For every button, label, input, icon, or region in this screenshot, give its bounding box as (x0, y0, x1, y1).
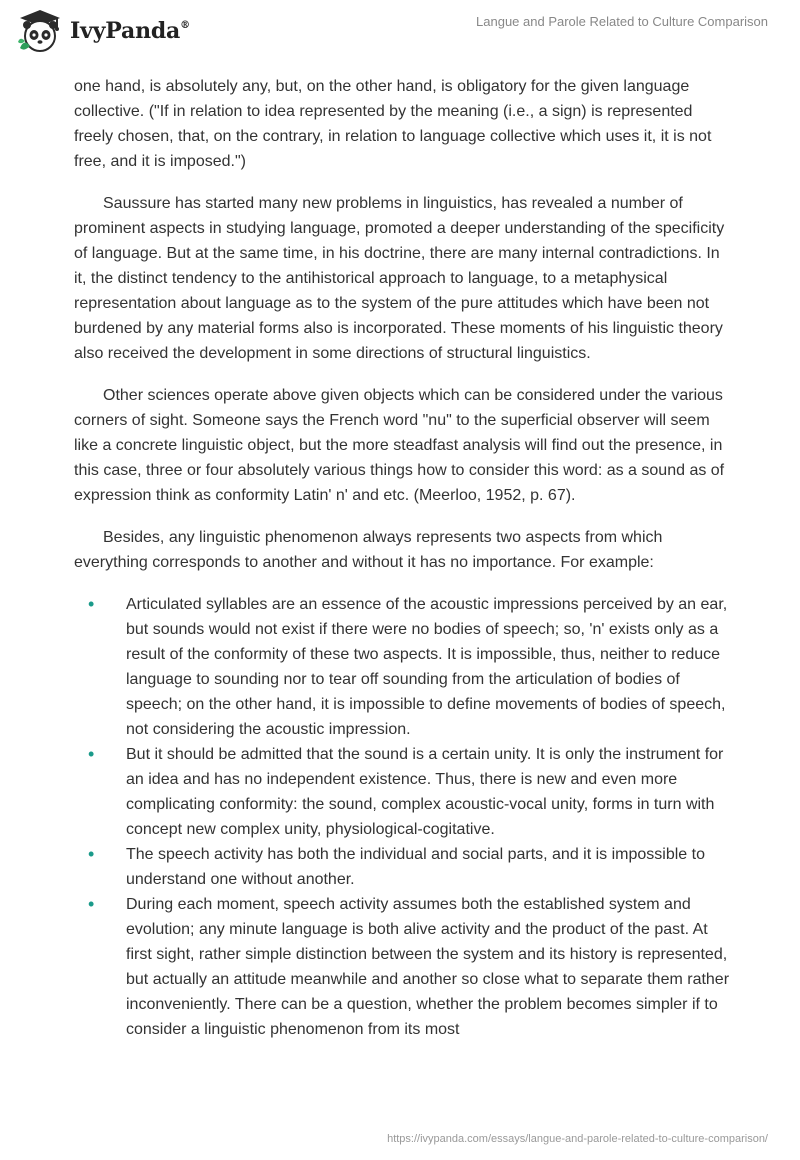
bullet-list (74, 592, 730, 1042)
list-item (74, 592, 730, 742)
document-title: Langue and Parole Related to Culture Comparison (476, 14, 768, 29)
bullet-icon: • (88, 594, 95, 614)
page-header (0, 0, 800, 64)
list-item (74, 892, 730, 1042)
panda-logo-icon (16, 8, 64, 54)
bullet-icon: • (88, 744, 95, 764)
paragraph: Besides, any linguistic phenomenon always represents two aspects from which everything corresponds to another and without it has no importance. For example: (74, 529, 663, 571)
list-item-text: During each moment, speech activity assumes both the established system and evolution; any minute language is both alive activity and the product of the past. At first sight, rather simple distinction between the system and its history is represented, but actually an attitude meanwhile and another so close what to separate them rather inconveniently. There can be a question, whether the problem becomes simpler if to consider a linguistic phenomenon from its most (126, 896, 730, 1038)
brand-name: IvyPanda® (70, 18, 190, 44)
list-item (74, 742, 730, 842)
paragraph: Other sciences operate above given objects which can be considered under the various corners of sight. Someone says the French word "nu" to the superficial observer will seem like a concrete linguistic object, but the more steadfast analysis will find out the presence, in this case, three or four absolutely various things how to consider this word: as a sound as of expression think as conformity Latin' n' and etc. (Meerloo, 1952, p. 67). (74, 387, 725, 504)
list-item (74, 842, 730, 892)
bullet-icon: • (88, 894, 95, 914)
list-item-text: The speech activity has both the individual and social parts, and it is impossible to understand one without another. (126, 846, 705, 888)
essay-body (74, 74, 730, 1042)
paragraph: Saussure has started many new problems in linguistics, has revealed a number of prominent aspects in studying language, promoted a deeper understanding of the specificity of language. But at the same time, in his doctrine, there are many internal contradictions. In it, the distinct tendency to the antihistorical approach to language, to a metaphysical representation about language as to the system of the pure attitudes which have been not burdened by any material forms also is incorporated. These moments of his linguistic theory also received the development in some directions of structural linguistics. (74, 195, 725, 362)
list-item-text: Articulated syllables are an essence of the acoustic impressions perceived by an ear, but sounds would not exist if there were no bodies of speech; so, 'n' exists only as a result of the conformity of these two aspects. It is impossible, thus, neither to reduce language to sounding nor to tear off sounding from the articulation of bodies of speech; on the other hand, it is impossible to define movements of bodies of speech, not considering the acoustic impression. (126, 596, 728, 738)
bullet-icon: • (88, 844, 95, 864)
paragraph: one hand, is absolutely any, but, on the other hand, is obligatory for the given language collective. ("If in relation to idea represented by the meaning (i.e., a sign) is represented freely chosen, that, on the contrary, in relation to language collective which uses it, it is not free, and it is imposed.") (74, 78, 712, 170)
list-item-text: But it should be admitted that the sound is a certain unity. It is only the instrument for an idea and has no independent existence. Thus, there is new and even more complicating conformity: the sound, complex acoustic-vocal unity, forms in turn with concept new complex unity, physiological-cogitative. (126, 746, 724, 838)
brand-logo[interactable] (16, 8, 190, 54)
source-url[interactable]: https://ivypanda.com/essays/langue-and-parole-related-to-culture-comparison/ (387, 1133, 768, 1145)
